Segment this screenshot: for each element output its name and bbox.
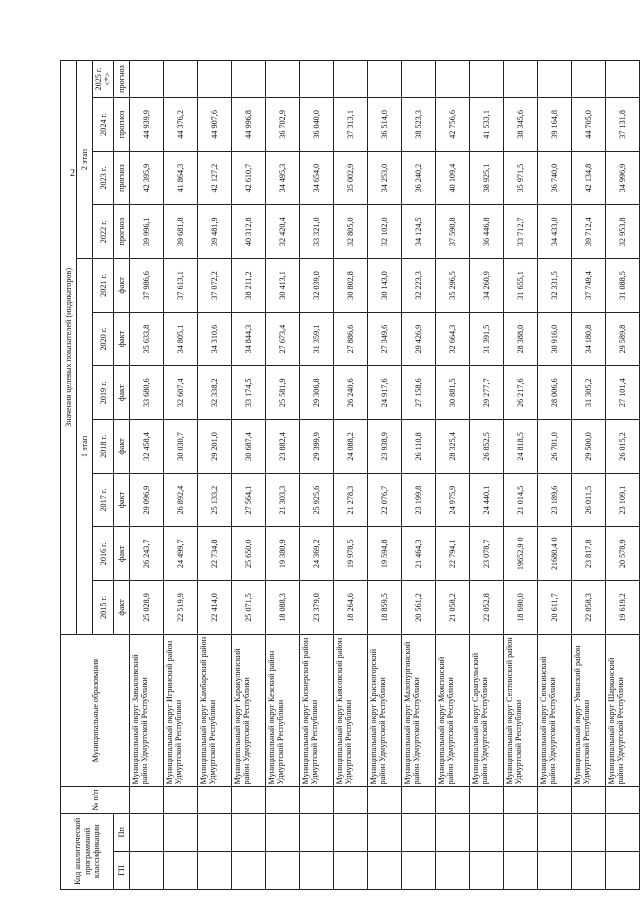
value-cell: 38 523,3 xyxy=(402,98,436,152)
value-cell: 22 519,9 xyxy=(164,581,198,635)
value-cell: 22 052,8 xyxy=(470,581,504,635)
value-cell: 20 578,9 xyxy=(606,527,640,581)
municipality-name: Муниципальный округ Селтинский район Удмуртской Республики xyxy=(504,634,538,787)
value-cell: 36 740,0 xyxy=(538,151,572,205)
value-cell: 32 420,4 xyxy=(266,205,300,259)
table-row xyxy=(334,61,368,890)
num-cell xyxy=(572,787,606,813)
value-cell: 34 996,9 xyxy=(606,151,640,205)
value-cell: 33 712,7 xyxy=(504,205,538,259)
value-cell: 29 306,8 xyxy=(300,366,334,420)
pp-cell xyxy=(232,813,266,851)
num-cell xyxy=(198,787,232,813)
value-cell: 18 690,0 xyxy=(504,581,538,635)
municipality-name: Муниципальный округ Шарканский район Удмуртской Республики xyxy=(606,634,640,787)
value-cell: 37 613,1 xyxy=(164,259,198,313)
value-cell xyxy=(606,61,640,98)
num-cell xyxy=(130,787,164,813)
value-cell: 21 278,3 xyxy=(334,473,368,527)
value-cell: 29 277,7 xyxy=(470,366,504,420)
gp-cell xyxy=(436,851,470,889)
value-cell: 23 379,0 xyxy=(300,581,334,635)
value-cell: 34 253,0 xyxy=(368,151,402,205)
value-cell xyxy=(572,61,606,98)
kind-header: факт xyxy=(114,473,130,527)
value-cell: 26 011,5 xyxy=(572,473,606,527)
value-cell: 26 015,2 xyxy=(606,420,640,474)
code-group-header: Код аналитической программной классификации xyxy=(61,813,114,889)
value-cell: 32 338,2 xyxy=(198,366,232,420)
value-cell: 24 369,2 xyxy=(300,527,334,581)
value-cell: 26 217,6 xyxy=(504,366,538,420)
value-cell: 42 756,6 xyxy=(436,98,470,152)
pp-cell xyxy=(300,813,334,851)
year-header: 2025 г. <*> xyxy=(93,61,114,98)
value-cell: 44 705,0 xyxy=(572,98,606,152)
value-cell: 34 310,6 xyxy=(198,312,232,366)
municipality-name: Муниципальный округ Увинский район Удмуртской Республики xyxy=(572,634,606,787)
table-row xyxy=(504,61,538,890)
value-cell: 37 590,8 xyxy=(436,205,470,259)
value-cell: 38 345,6 xyxy=(504,98,538,152)
value-cell: 30 881,5 xyxy=(436,366,470,420)
value-cell: 34 180,8 xyxy=(572,312,606,366)
kind-header: факт xyxy=(114,366,130,420)
table-row xyxy=(436,61,470,890)
value-cell: 27 564,1 xyxy=(232,473,266,527)
value-cell: 38 211,2 xyxy=(232,259,266,313)
value-cell: 24 975,9 xyxy=(436,473,470,527)
value-cell: 41 533,1 xyxy=(470,98,504,152)
value-cell: 35 633,8 xyxy=(130,312,164,366)
kind-header: прогноз xyxy=(114,205,130,259)
pp-cell xyxy=(572,813,606,851)
table-row xyxy=(266,61,300,890)
value-cell: 25 581,9 xyxy=(266,366,300,420)
value-cell: 23 078,7 xyxy=(470,527,504,581)
table-row xyxy=(300,61,334,890)
year-header: 2024 г. xyxy=(93,98,114,152)
value-cell: 36 040,0 xyxy=(300,98,334,152)
value-cell: 25 028,9 xyxy=(130,581,164,635)
value-cell: 35 002,9 xyxy=(334,151,368,205)
gp-cell xyxy=(164,851,198,889)
value-cell: 32 102,0 xyxy=(368,205,402,259)
value-cell: 35 296,5 xyxy=(436,259,470,313)
gp-header: ГП xyxy=(114,851,130,889)
value-cell: 30 143,0 xyxy=(368,259,402,313)
value-cell: 24 818,5 xyxy=(504,420,538,474)
value-cell: 32 664,3 xyxy=(436,312,470,366)
municipality-name: Муниципальный округ Игринский район Удмуртской Республики xyxy=(164,634,198,787)
value-cell: 29 500,0 xyxy=(572,420,606,474)
value-cell: 31 655,1 xyxy=(504,259,538,313)
value-cell: 32 039,0 xyxy=(300,259,334,313)
year-header: 2023 г. xyxy=(93,151,114,205)
value-cell xyxy=(130,61,164,98)
value-cell: 22 414,0 xyxy=(198,581,232,635)
table-row xyxy=(368,61,402,890)
value-cell: 22 734,8 xyxy=(198,527,232,581)
value-cell: 42 395,9 xyxy=(130,151,164,205)
pp-cell xyxy=(266,813,300,851)
value-cell xyxy=(504,61,538,98)
num-header: № п/п xyxy=(61,787,130,813)
kind-header: факт xyxy=(114,259,130,313)
value-cell: 22 076,7 xyxy=(368,473,402,527)
value-cell xyxy=(368,61,402,98)
page-number: 2 xyxy=(70,168,75,179)
value-cell: 19652,9 0 xyxy=(504,527,538,581)
value-cell: 37 313,1 xyxy=(334,98,368,152)
values-group-header: Значения целевых показателей (индикаторов) xyxy=(61,61,77,635)
value-cell: 44 376,2 xyxy=(164,98,198,152)
value-cell: 37 131,8 xyxy=(606,98,640,152)
pp-header: Пп xyxy=(114,813,130,851)
value-cell: 34 433,0 xyxy=(538,205,572,259)
value-cell: 39 712,4 xyxy=(572,205,606,259)
table-row xyxy=(232,61,266,890)
value-cell: 20 561,2 xyxy=(402,581,436,635)
value-cell: 21 014,5 xyxy=(504,473,538,527)
kind-header: прогноз xyxy=(114,61,130,98)
table-row xyxy=(198,61,232,890)
table-row xyxy=(130,61,164,890)
table-body xyxy=(130,61,640,890)
year-header: 2021 г. xyxy=(93,259,114,313)
value-cell: 34 844,3 xyxy=(232,312,266,366)
value-cell: 30 413,1 xyxy=(266,259,300,313)
year-header: 2015 г. xyxy=(93,581,114,635)
value-cell: 24 088,2 xyxy=(334,420,368,474)
num-cell xyxy=(606,787,640,813)
value-cell: 44 996,8 xyxy=(232,98,266,152)
value-cell: 34 260,9 xyxy=(470,259,504,313)
value-cell: 27 101,4 xyxy=(606,366,640,420)
value-cell: 18 264,6 xyxy=(334,581,368,635)
value-cell: 40 312,8 xyxy=(232,205,266,259)
num-cell xyxy=(402,787,436,813)
pp-cell xyxy=(538,813,572,851)
gp-cell xyxy=(232,851,266,889)
gp-cell xyxy=(606,851,640,889)
value-cell xyxy=(164,61,198,98)
table-row xyxy=(538,61,572,890)
value-cell: 42 127,2 xyxy=(198,151,232,205)
municipality-name: Муниципальный округ Можгинский район Удмуртской Республики xyxy=(436,634,470,787)
table-row xyxy=(572,61,606,890)
num-cell xyxy=(300,787,334,813)
value-cell: 18 088,3 xyxy=(266,581,300,635)
value-cell: 33 321,0 xyxy=(300,205,334,259)
value-cell: 21 464,3 xyxy=(402,527,436,581)
value-cell: 24 499,7 xyxy=(164,527,198,581)
municipality-header: Муниципальные образования xyxy=(61,634,130,787)
num-cell xyxy=(436,787,470,813)
value-cell: 34 124,5 xyxy=(402,205,436,259)
value-cell: 19 380,9 xyxy=(266,527,300,581)
num-cell xyxy=(164,787,198,813)
value-cell: 39 481,9 xyxy=(198,205,232,259)
num-cell xyxy=(504,787,538,813)
value-cell: 30 030,7 xyxy=(164,420,198,474)
value-cell: 32 458,4 xyxy=(130,420,164,474)
gp-cell xyxy=(572,851,606,889)
table-row xyxy=(470,61,504,890)
value-cell: 34 654,0 xyxy=(300,151,334,205)
value-cell: 34 805,1 xyxy=(164,312,198,366)
value-cell xyxy=(198,61,232,98)
value-cell: 32 607,4 xyxy=(164,366,198,420)
year-header: 2020 г. xyxy=(93,312,114,366)
value-cell: 23 109,1 xyxy=(606,473,640,527)
value-cell xyxy=(402,61,436,98)
value-cell xyxy=(232,61,266,98)
pp-cell xyxy=(130,813,164,851)
municipality-name: Муниципальный округ Красногорский район Удмуртской Республики xyxy=(368,634,402,787)
num-cell xyxy=(368,787,402,813)
value-cell: 22 794,1 xyxy=(436,527,470,581)
value-cell: 24 917,6 xyxy=(368,366,402,420)
municipality-name: Муниципальный округ Малопургинский район Удмуртской Республики xyxy=(402,634,436,787)
kind-header: факт xyxy=(114,420,130,474)
value-cell xyxy=(436,61,470,98)
gp-cell xyxy=(470,851,504,889)
value-cell: 19 594,8 xyxy=(368,527,402,581)
value-cell: 26 701,0 xyxy=(538,420,572,474)
value-cell: 36 702,9 xyxy=(266,98,300,152)
value-cell: 29 096,9 xyxy=(130,473,164,527)
value-cell: 39 681,8 xyxy=(164,205,198,259)
value-cell: 21 303,3 xyxy=(266,473,300,527)
value-cell: 21680,4 0 xyxy=(538,527,572,581)
value-cell: 32 331,5 xyxy=(538,259,572,313)
num-cell xyxy=(266,787,300,813)
gp-cell xyxy=(334,851,368,889)
value-cell xyxy=(334,61,368,98)
value-cell: 38 925,1 xyxy=(470,151,504,205)
value-cell xyxy=(300,61,334,98)
municipality-name: Муниципальный округ Сюмсинский район Удмуртской Республики xyxy=(538,634,572,787)
value-cell: 26 852,5 xyxy=(470,420,504,474)
num-cell xyxy=(470,787,504,813)
indicators-table xyxy=(60,60,640,890)
value-cell: 41 864,3 xyxy=(164,151,198,205)
value-cell: 39 996,1 xyxy=(130,205,164,259)
gp-cell xyxy=(130,851,164,889)
value-cell: 23 189,6 xyxy=(538,473,572,527)
value-cell: 29 201,0 xyxy=(198,420,232,474)
value-cell: 34 495,3 xyxy=(266,151,300,205)
value-cell: 37 072,2 xyxy=(198,259,232,313)
num-cell xyxy=(538,787,572,813)
value-cell: 22 058,3 xyxy=(572,581,606,635)
value-cell: 37 749,4 xyxy=(572,259,606,313)
year-header: 2016 г. xyxy=(93,527,114,581)
table-row xyxy=(606,61,640,890)
gp-cell xyxy=(266,851,300,889)
municipality-name: Муниципальный округ Завьяловский район Удмуртской Республики xyxy=(130,634,164,787)
value-cell: 30 916,0 xyxy=(538,312,572,366)
municipality-name: Муниципальный округ Кизнерский район Удмуртской Республики xyxy=(300,634,334,787)
value-cell: 32 953,8 xyxy=(606,205,640,259)
value-cell: 27 158,6 xyxy=(402,366,436,420)
value-cell: 27 886,6 xyxy=(334,312,368,366)
value-cell: 26 243,7 xyxy=(130,527,164,581)
stage2-header: 2 этап xyxy=(77,61,93,259)
value-cell: 29 426,9 xyxy=(402,312,436,366)
value-cell: 37 986,6 xyxy=(130,259,164,313)
kind-header: факт xyxy=(114,312,130,366)
num-cell xyxy=(334,787,368,813)
pp-cell xyxy=(198,813,232,851)
value-cell: 26 240,6 xyxy=(334,366,368,420)
year-header: 2018 г. xyxy=(93,420,114,474)
value-cell: 18 859,5 xyxy=(368,581,402,635)
value-cell: 25 650,0 xyxy=(232,527,266,581)
pp-cell xyxy=(164,813,198,851)
value-cell: 30 687,4 xyxy=(232,420,266,474)
kind-header: факт xyxy=(114,581,130,635)
year-header: 2017 г. xyxy=(93,473,114,527)
municipality-name: Муниципальный округ Киясовский район Удмуртской Республики xyxy=(334,634,368,787)
value-cell: 19 978,5 xyxy=(334,527,368,581)
value-cell: 42 610,7 xyxy=(232,151,266,205)
value-cell: 44 939,9 xyxy=(130,98,164,152)
gp-cell xyxy=(300,851,334,889)
value-cell: 36 514,0 xyxy=(368,98,402,152)
municipality-name: Муниципальный округ Кезский район Удмуртской Республики xyxy=(266,634,300,787)
value-cell: 36 446,8 xyxy=(470,205,504,259)
table-row xyxy=(402,61,436,890)
value-cell: 40 109,4 xyxy=(436,151,470,205)
value-cell xyxy=(266,61,300,98)
pp-cell xyxy=(402,813,436,851)
value-cell: 28 325,4 xyxy=(436,420,470,474)
value-cell: 31 088,5 xyxy=(606,259,640,313)
gp-cell xyxy=(198,851,232,889)
value-cell: 24 440,1 xyxy=(470,473,504,527)
pp-cell xyxy=(334,813,368,851)
value-cell: 20 611,7 xyxy=(538,581,572,635)
value-cell: 31 305,2 xyxy=(572,366,606,420)
value-cell: 26 110,8 xyxy=(402,420,436,474)
value-cell: 21 058,2 xyxy=(436,581,470,635)
pp-cell xyxy=(470,813,504,851)
kind-header: прогноз xyxy=(114,98,130,152)
pp-cell xyxy=(606,813,640,851)
value-cell: 25 133,2 xyxy=(198,473,232,527)
stage1-header: 1 этап xyxy=(77,259,93,635)
value-cell: 33 174,5 xyxy=(232,366,266,420)
kind-header: прогноз xyxy=(114,151,130,205)
value-cell: 32 223,3 xyxy=(402,259,436,313)
value-cell: 23 199,8 xyxy=(402,473,436,527)
value-cell: 33 680,6 xyxy=(130,366,164,420)
value-cell: 28 388,0 xyxy=(504,312,538,366)
value-cell: 30 802,8 xyxy=(334,259,368,313)
value-cell: 29 399,9 xyxy=(300,420,334,474)
value-cell xyxy=(538,61,572,98)
value-cell: 19 619,2 xyxy=(606,581,640,635)
municipality-name: Муниципальный округ Сарапульский район Удмуртской Республики xyxy=(470,634,504,787)
gp-cell xyxy=(402,851,436,889)
value-cell: 23 817,8 xyxy=(572,527,606,581)
value-cell: 23 938,9 xyxy=(368,420,402,474)
value-cell: 39 164,8 xyxy=(538,98,572,152)
value-cell: 36 240,2 xyxy=(402,151,436,205)
year-header: 2022 г. xyxy=(93,205,114,259)
value-cell xyxy=(470,61,504,98)
value-cell: 27 673,4 xyxy=(266,312,300,366)
year-header: 2019 г. xyxy=(93,366,114,420)
value-cell: 25 925,6 xyxy=(300,473,334,527)
gp-cell xyxy=(504,851,538,889)
pp-cell xyxy=(504,813,538,851)
value-cell: 25 071,5 xyxy=(232,581,266,635)
kind-header: факт xyxy=(114,527,130,581)
value-cell: 31 391,5 xyxy=(470,312,504,366)
value-cell: 31 359,1 xyxy=(300,312,334,366)
table-row xyxy=(164,61,198,890)
value-cell: 27 349,6 xyxy=(368,312,402,366)
value-cell: 23 882,4 xyxy=(266,420,300,474)
pp-cell xyxy=(436,813,470,851)
value-cell: 28 006,6 xyxy=(538,366,572,420)
pp-cell xyxy=(368,813,402,851)
value-cell: 29 589,8 xyxy=(606,312,640,366)
gp-cell xyxy=(368,851,402,889)
gp-cell xyxy=(538,851,572,889)
value-cell: 44 907,6 xyxy=(198,98,232,152)
municipality-name: Муниципальный округ Камбарский район Удмуртской Республики xyxy=(198,634,232,787)
value-cell: 42 134,8 xyxy=(572,151,606,205)
municipality-name: Муниципальный округ Каракулинский район Удмуртской Республики xyxy=(232,634,266,787)
rotated-table-wrapper xyxy=(60,60,628,890)
value-cell: 32 805,0 xyxy=(334,205,368,259)
value-cell: 26 892,4 xyxy=(164,473,198,527)
value-cell: 35 971,5 xyxy=(504,151,538,205)
num-cell xyxy=(232,787,266,813)
